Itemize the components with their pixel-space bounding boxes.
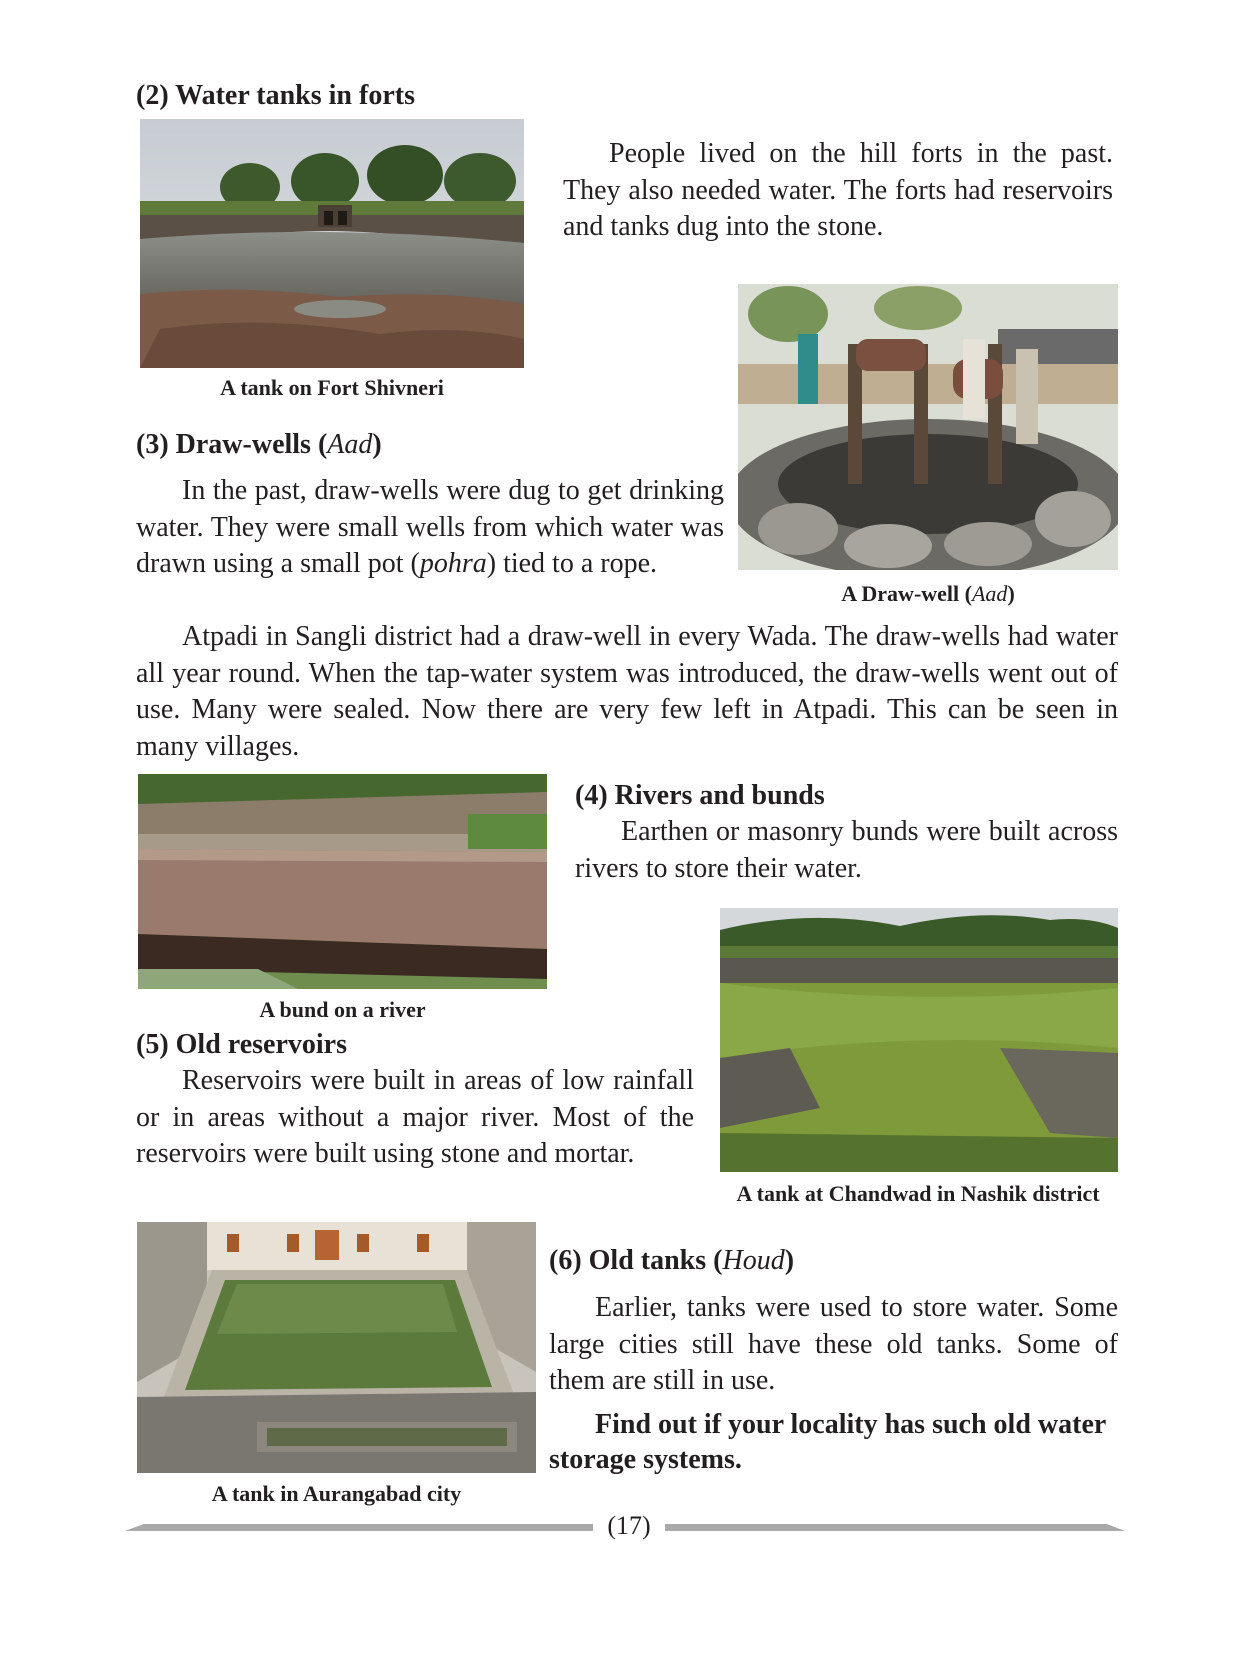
para-text: In the past, draw-wells were dug to get drinking water. They were small wells from which water was drawn using a small pot ( <box>136 475 724 579</box>
section-heading-rivers: (4) Rivers and bunds <box>575 780 825 811</box>
photo-aurangabad-tank <box>137 1222 536 1473</box>
caption-aurangabad: A tank in Aurangabad city <box>211 1481 462 1506</box>
photo-draw-well <box>738 284 1118 570</box>
para-text: ) tied to a rope. <box>486 548 658 579</box>
photo-fort-shivneri-tank <box>140 119 524 368</box>
photo-river-bund <box>138 774 547 989</box>
activity-prompt: Find out if your locality has such old water storage systems. <box>549 1409 1106 1475</box>
caption-bund: A bund on a river <box>259 997 426 1022</box>
heading-term-aad: Aad <box>327 429 373 460</box>
section-heading-forts: (2) Water tanks in forts <box>136 80 415 111</box>
paragraph-forts: People lived on the hill forts in the past. They also needed water. The forts had reservoirs and tanks dug into the stone. <box>563 138 1113 242</box>
heading-close: ) <box>784 1245 795 1276</box>
section-heading-draw-wells <box>136 427 382 463</box>
paragraph-rivers: Earthen or masonry bunds were built across rivers to store their water. <box>575 816 1118 884</box>
photo-chandwad-tank <box>720 908 1118 1172</box>
caption-text: A Draw-well ( <box>841 581 972 606</box>
footer-rule-left <box>125 1524 593 1531</box>
paragraph-old-tanks: Earlier, tanks were used to store water. Some large cities still have these old tanks. Some of them are still in use. <box>549 1292 1118 1396</box>
term-pohra: pohra <box>419 548 487 579</box>
caption-fort-shivneri: A tank on Fort Shivneri <box>220 375 444 400</box>
footer-rule-right <box>665 1524 1125 1531</box>
caption-chandwad: A tank at Chandwad in Nashik district <box>736 1181 1100 1206</box>
section-heading-reservoirs: (5) Old reservoirs <box>136 1029 347 1060</box>
paragraph-draw-wells-1 <box>136 473 724 583</box>
heading-term-houd: Houd <box>722 1245 785 1276</box>
page-number: (17) <box>607 1511 651 1540</box>
heading-text: (3) Draw-wells ( <box>136 429 328 460</box>
caption-term-aad: Aad <box>971 581 1008 606</box>
caption-draw-well <box>738 580 1118 608</box>
section-heading-old-tanks <box>549 1243 794 1279</box>
paragraph-draw-wells-2: Atpadi in Sangli district had a draw-well in every Wada. The draw-wells had water all year round. When the tap-water system was introduced, the draw-wells went out of use. Many were sealed. Now there are very few left in Atpadi. This can be seen in many villages. <box>136 621 1118 762</box>
paragraph-reservoirs: Reservoirs were built in areas of low rainfall or in areas without a major river. Most of the reservoirs were built using stone and mortar. <box>136 1065 694 1169</box>
heading-close: ) <box>372 429 382 460</box>
heading-text: (6) Old tanks ( <box>549 1245 723 1276</box>
caption-close: ) <box>1007 581 1015 606</box>
